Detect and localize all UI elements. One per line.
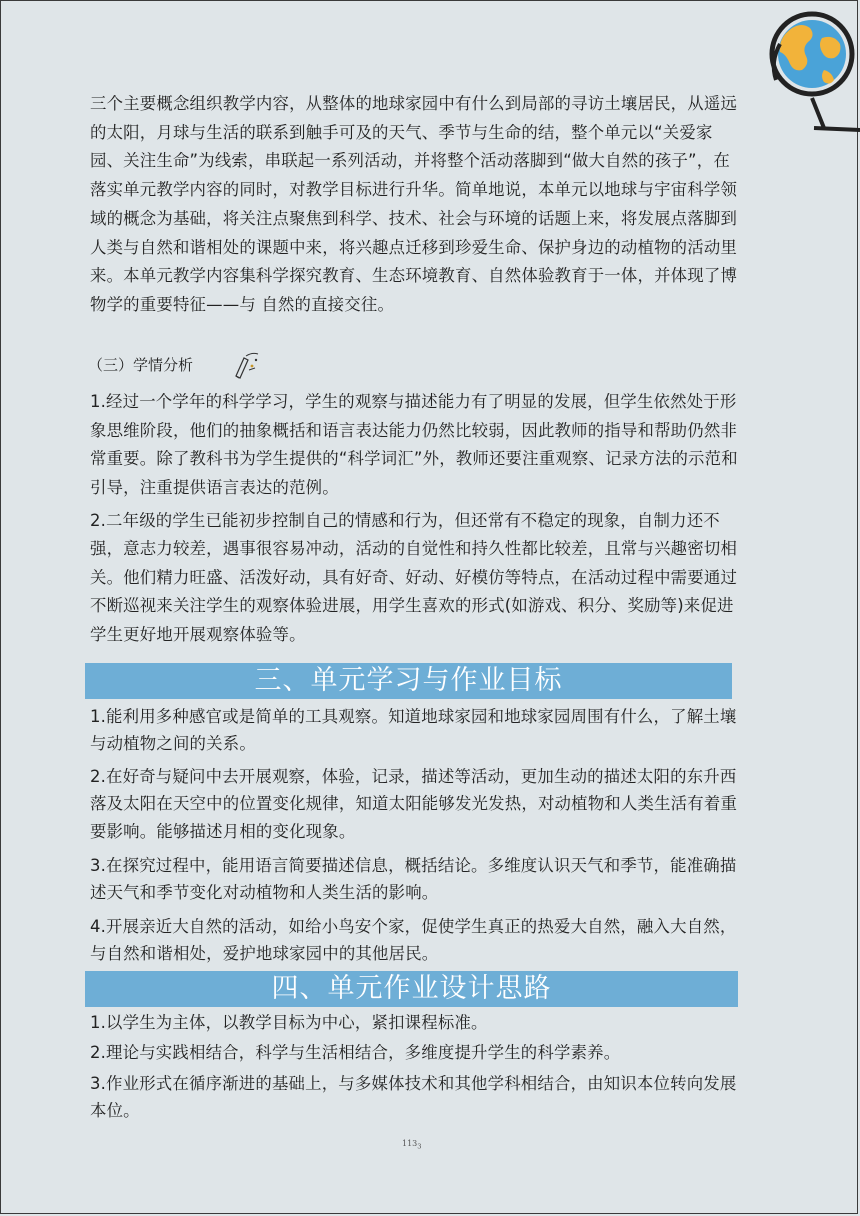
globe-icon bbox=[762, 8, 860, 138]
goal-item-2: 2.在好奇与疑问中去开展观察，体验，记录，描述等活动，更加生动的描述太阳的东升西落及太阳在天空中的位置变化规律，知道太阳能够发光发热，对动植物和人类生活有着重要影响。能够描述月相的变化现象。 bbox=[90, 767, 738, 841]
pencil-doodle-icon bbox=[230, 350, 262, 380]
learning-analysis-heading: （三）学情分析 bbox=[88, 356, 194, 374]
design-idea-item-1: 1.以学生为主体，以教学目标为中心，紧扣课程标准。 bbox=[90, 1013, 488, 1032]
goal-item-4: 4.开展亲近大自然的活动，如给小鸟安个家，促使学生真正的热爱大自然，融入大自然，与自然和谐相处，爱护地球家园中的其他居民。 bbox=[90, 917, 737, 964]
design-idea-item-2: 2.理论与实践相结合，科学与生活相结合，多维度提升学生的科学素养。 bbox=[90, 1043, 621, 1062]
learning-analysis-paragraph-1: 1.经过一个学年的科学学习，学生的观察与描述能力有了明显的发展，但学生依然处于形象思维阶段，他们的抽象概括和语言表达能力仍然比较弱，因此教师的指导和帮助仍然非常重要。除了教科书为学生提供的“科学词汇”外，教师还要注重观察、记录方法的示范和引导，注重提供语言表达的范例。 bbox=[90, 392, 738, 497]
page-number-sub: 3 bbox=[417, 1142, 422, 1151]
page-number bbox=[402, 1139, 422, 1151]
section-4-title-banner: 四、单元作业设计思路 bbox=[85, 971, 738, 1007]
page-number-main: 113 bbox=[402, 1139, 418, 1148]
goal-item-1: 1.能利用多种感官或是简单的工具观察。知道地球家园和地球家园周围有什么，了解土壤与动植物之间的关系。 bbox=[90, 707, 737, 754]
learning-analysis-paragraph-2: 2.二年级的学生已能初步控制自己的情感和行为，但还常有不稳定的现象，自制力还不强，意志力较差，遇事很容易冲动，活动的自觉性和持久性都比较差，且常与兴趣密切相关。他们精力旺盛、活泼好动，具有好奇、好动、好模仿等特点，在活动过程中需要通过不断巡视来关注学生的观察体验进展，用学生喜欢的形式(如游戏、积分、奖励等)来促进学生更好地开展观察体验等。 bbox=[90, 511, 738, 644]
design-idea-item-3: 3.作业形式在循序渐进的基础上，与多媒体技术和其他学科相结合，由知识本位转向发展本位。 bbox=[90, 1074, 737, 1121]
intro-paragraph: 三个主要概念组织教学内容，从整体的地球家园中有什么到局部的寻访土壤居民，从遥远的太阳，月球与生活的联系到触手可及的天气、季节与生命的结，整个单元以“关爱家园、关注生命”为线索，串联起一系列活动，并将整个活动落脚到“做大自然的孩子”，在落实单元教学内容的同时，对教学目标进行升华。简单地说，本单元以地球与宇宙科学领域的概念为基础，将关注点聚焦到科学、技术、社会与环境的话题上来，将发展点落脚到人类与自然和谐相处的课题中来，将兴趣点迁移到珍爱生命、保护身边的动植物的活动里来。本单元教学内容集科学探究教育、生态环境教育、自然体验教育于一体，并体现了博物学的重要特征——与 自然的直接交往。 bbox=[90, 94, 738, 314]
section-3-title-banner: 三、单元学习与作业目标 bbox=[85, 663, 732, 699]
goal-item-3: 3.在探究过程中，能用语言简要描述信息，概括结论。多维度认识天气和季节，能准确描述天气和季节变化对动植物和人类生活的影响。 bbox=[90, 856, 737, 903]
